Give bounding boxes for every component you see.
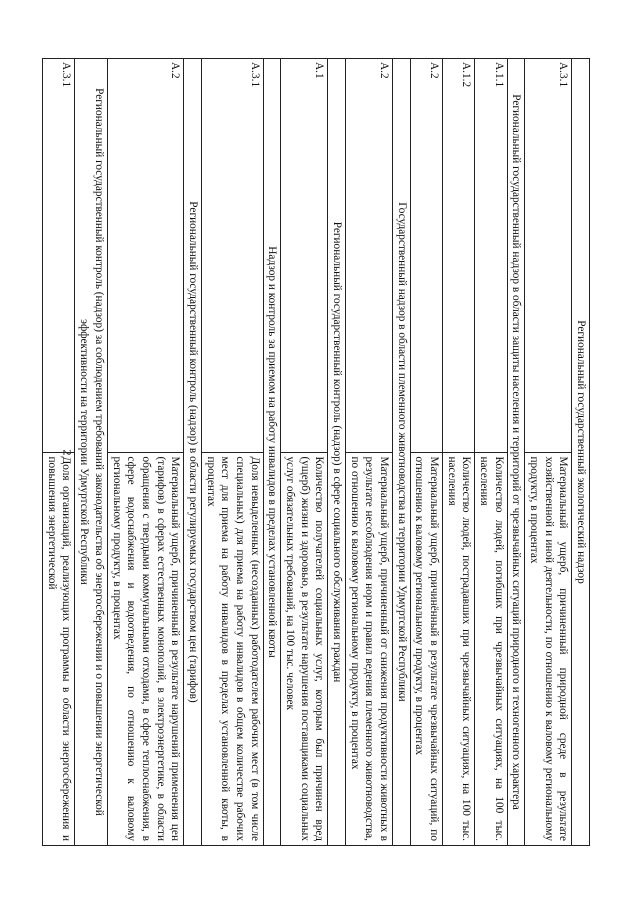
section-heading: Региональный государственный надзор в области защиты населения и территорий от чрезвычайных ситуаций природного и техногенного характера [507,59,525,846]
indicator-row [107,59,183,846]
indicator-row [442,59,474,846]
indicator-code: А.3.1 [201,59,263,453]
indicators-table [42,58,590,846]
section-heading-row [507,59,525,846]
indicator-text: Количество людей, погибших при чрезвычайных ситуациях, на 100 тыс. населения [475,452,507,846]
indicator-row [410,59,442,846]
indicator-text: Количество получателей социальных услуг, которым был причинен вред (ущерб) жизни и здоровью, в результате нарушения поставщиками социальных услуг обязательных требований, на 100 тыс. человек [281,452,328,846]
indicator-text: Доля невыделенных (несозданных) работодателем рабочих мест (в том числе специальных) для приема на работу инвалидов в общем количестве рабочих мест для приема на работу инвалидов в пределах установленной квоты, в процентах [201,452,263,846]
indicator-code: А.3.1 [525,59,572,453]
section-heading-row [75,59,107,846]
indicator-text: Материальный ущерб, причиненный от снижения продуктивности животных в результате несоблюдения норм и правил ведения племенного животноводства, по отношению к валовому региональному продукту, в процентах [345,452,392,846]
indicator-text: Материальный ущерб, причиненный в результате нарушений применения цен (тарифов) в сферах естественных монополий, в электроэнергетике, в области обращения с твердыми коммунальными отходами, в сфере теплоснабжения, в сфере водоснабжения и водоотведения, по отношению к валовому региональному продукту, в процентах [107,452,183,846]
section-heading: Региональный государственный контроль (надзор) в области регулируемых государством цен (тарифов) [184,59,202,846]
indicator-text: Материальный ущерб, причинённый в результате чрезвычайных ситуаций, по отношению к валовому региональному продукту, в процентах [410,452,442,846]
section-heading-row [572,59,590,846]
indicator-row [345,59,392,846]
indicator-row [43,59,75,846]
indicator-code: А.2 [107,59,183,453]
section-heading: Государственный надзор в области племенного животноводства на территории Удмуртской Республики [392,59,410,846]
section-heading: Региональный государственный контроль (надзор) за соблюдением требований законодательства об энергосбережении и о повышении энергетической эффективности на территории Удмуртской Республики [75,59,107,846]
page-number: 2 [60,449,75,456]
indicator-row [475,59,507,846]
indicators-table-body [43,59,590,846]
rotated-table-frame [45,58,590,846]
indicator-text: Доля организаций, реализующих программы в области энергосбережения и повышения энергетической [43,452,75,846]
indicator-row [201,59,263,846]
indicator-code: А.1.1 [475,59,507,453]
indicator-code: А.2 [345,59,392,453]
section-heading: Региональный государственный экологический надзор [572,59,590,846]
indicator-code: А.3.1 [43,59,75,453]
indicator-code: А.1 [281,59,328,453]
indicator-code: А.2 [410,59,442,453]
indicator-text: Количество людей, пострадавших при чрезвычайных ситуациях, на 100 тыс. населения [442,452,474,846]
section-heading: Надзор и контроль за приемом на работу инвалидов в пределах установленной квоты [263,59,281,846]
indicator-text: Материальный ущерб, причиненный природной среде в результате хозяйственной и иной деятельности, по отношению к валовому региональному продукту, в процентах [525,452,572,846]
section-heading-row [328,59,346,846]
indicator-row [281,59,328,846]
section-heading-row [392,59,410,846]
indicator-code: А.1.2 [442,59,474,453]
section-heading-row [184,59,202,846]
table-container [45,58,590,846]
section-heading-row [263,59,281,846]
indicator-row [525,59,572,846]
section-heading: Региональный государственный контроль (надзор) в сфере социального обслуживания граждан [328,59,346,846]
